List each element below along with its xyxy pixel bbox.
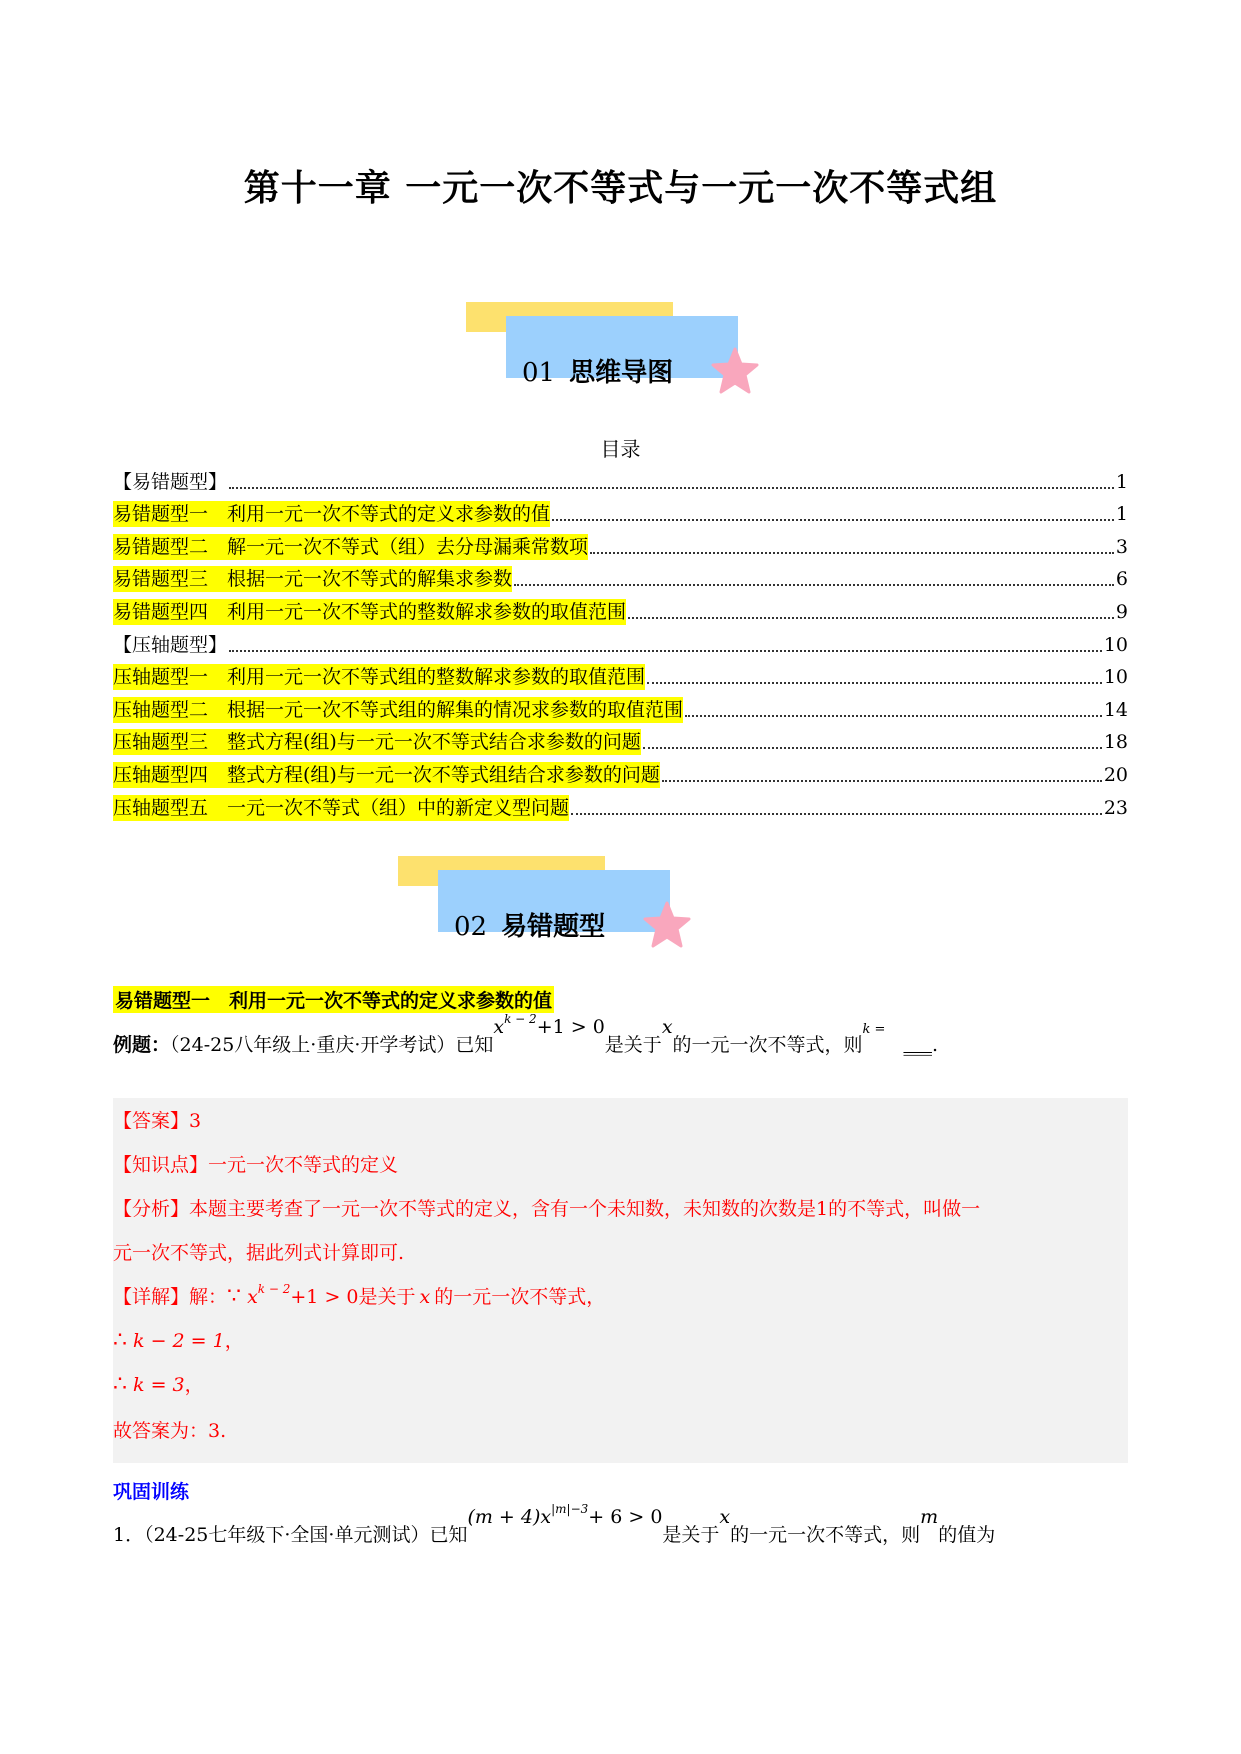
toc-entry-text: 压轴题型二 根据一元一次不等式组的解集的情况求参数的取值范围 <box>113 698 684 721</box>
toc-leader-dots <box>647 682 1102 684</box>
detail-tail-b: 的一元一次不等式， <box>434 1286 606 1308</box>
toc-entry-text: 易错题型一 利用一元一次不等式的定义求参数的值 <box>113 503 551 526</box>
practice-question-1 <box>113 1502 1128 1570</box>
expr-base: x <box>493 1016 505 1038</box>
toc-page-number: 18 <box>1103 731 1128 754</box>
toc-row[interactable] <box>113 592 1128 625</box>
expr-exponent: k − 2 <box>504 1012 537 1026</box>
example-problem <box>113 1012 1128 1080</box>
detail-exponent: k − 2 <box>257 1282 291 1296</box>
kp-value: 一元一次不等式的定义 <box>208 1154 399 1176</box>
toc-leader-dots <box>643 747 1102 749</box>
analysis-label: 【分析】 <box>113 1198 190 1220</box>
example-ask: k = <box>862 1022 886 1037</box>
knowledge-point-line <box>113 1150 398 1177</box>
toc-row[interactable] <box>113 462 1128 495</box>
toc-page-number: 1 <box>1115 470 1128 493</box>
because-symbol: ∵ <box>227 1284 242 1309</box>
star-icon <box>710 346 760 396</box>
toc-row[interactable] <box>113 527 1128 560</box>
table-of-contents <box>113 462 1128 821</box>
step-1-end: ， <box>224 1330 244 1352</box>
detail-tail-a: 是关于 <box>358 1286 416 1308</box>
detail-lead: 解： <box>189 1286 228 1308</box>
toc-page-number: 10 <box>1103 666 1128 689</box>
detail-var: x <box>419 1286 431 1308</box>
toc-row[interactable] <box>113 788 1128 821</box>
question-var-2: m <box>920 1506 939 1528</box>
q-expr-b: + 6 > 0 <box>588 1506 663 1528</box>
toc-entry-text: 易错题型二 解一元一次不等式（组）去分母漏乘常数项 <box>113 535 589 558</box>
banner-text: 思维导图 <box>569 358 674 388</box>
star-icon <box>642 900 692 950</box>
toc-leader-dots <box>662 780 1102 782</box>
toc-entry-text: 【易错题型】 <box>113 470 228 493</box>
banner-text: 易错题型 <box>501 912 606 942</box>
answer-line <box>113 1106 201 1133</box>
banner-label <box>454 906 605 943</box>
toc-leader-dots <box>628 617 1114 619</box>
detail-rest: +1 > 0 <box>290 1286 359 1308</box>
toc-page-number: 1 <box>1115 503 1128 526</box>
step-2-line <box>113 1370 204 1397</box>
toc-heading: 目录 <box>600 437 641 461</box>
step-1: k − 2 = 1 <box>133 1330 225 1352</box>
therefore-symbol: ∴ <box>113 1372 127 1397</box>
example-end: . <box>931 1034 938 1056</box>
question-mid: 是关于 <box>662 1524 720 1546</box>
analysis-line <box>113 1194 980 1221</box>
analysis-line-2: 元一次不等式，据此列式计算即可. <box>113 1242 405 1264</box>
answer-value: 3 <box>189 1110 202 1132</box>
answer-blank: ___ <box>903 1034 932 1056</box>
detail-base: x <box>247 1286 258 1308</box>
toc-row[interactable] <box>113 625 1128 658</box>
toc-leader-dots <box>514 584 1114 586</box>
question-source: （24-25七年级下·全国·单元测试）已知 <box>144 1524 468 1546</box>
q-expr-exponent: |m|−3 <box>551 1502 589 1516</box>
step-2-end: ， <box>184 1374 204 1396</box>
example-tail: 的一元一次不等式，则 <box>672 1034 863 1056</box>
toc-row[interactable] <box>113 690 1128 723</box>
section-banner-mind-map <box>466 302 766 402</box>
toc-page-number: 20 <box>1103 763 1128 786</box>
toc-leader-dots <box>685 715 1102 717</box>
example-source: （24-25八年级上·重庆·开学考试）已知 <box>170 1034 494 1056</box>
therefore-symbol: ∴ <box>113 1328 127 1353</box>
detail-line <box>113 1282 605 1309</box>
step-2: k = 3 <box>133 1374 185 1396</box>
toc-entry-text: 压轴题型四 整式方程(组)与一元一次不等式组结合求参数的问题 <box>113 763 660 786</box>
toc-entry-text: 【压轴题型】 <box>113 633 228 656</box>
toc-page-number: 9 <box>1115 600 1128 623</box>
toc-entry-text: 压轴题型五 一元一次不等式（组）中的新定义型问题 <box>113 796 570 819</box>
toc-leader-dots <box>229 487 1114 489</box>
toc-leader-dots <box>571 813 1102 815</box>
section-heading: 易错题型一 利用一元一次不等式的定义求参数的值 <box>113 986 554 1013</box>
example-lead: 例题： <box>113 1034 171 1056</box>
toc-row[interactable] <box>113 723 1128 756</box>
banner-number: 02 <box>454 912 488 942</box>
toc-row[interactable] <box>113 495 1128 528</box>
question-number: 1． <box>113 1524 145 1546</box>
toc-row[interactable] <box>113 658 1128 691</box>
question-var: x <box>719 1506 731 1528</box>
expr-rest: +1 > 0 <box>536 1016 605 1038</box>
example-var: x <box>661 1016 673 1038</box>
toc-entry-text: 压轴题型一 利用一元一次不等式组的整数解求参数的取值范围 <box>113 666 646 689</box>
step-1-line <box>113 1326 244 1353</box>
toc-leader-dots <box>229 650 1102 652</box>
answer-panel <box>113 1098 1128 1463</box>
detail-label: 【详解】 <box>113 1286 190 1308</box>
banner-label <box>522 352 673 389</box>
toc-entry-text: 压轴题型三 整式方程(组)与一元一次不等式结合求参数的问题 <box>113 731 641 754</box>
example-expression <box>493 1012 605 1038</box>
practice-heading: 巩固训练 <box>113 1481 190 1503</box>
section-banner-error-prone <box>398 856 698 956</box>
toc-page-number: 14 <box>1103 698 1128 721</box>
toc-page-number: 3 <box>1115 535 1128 558</box>
question-mid-2: 的一元一次不等式，则 <box>730 1524 921 1546</box>
toc-page-number: 10 <box>1103 633 1128 656</box>
toc-row[interactable] <box>113 755 1128 788</box>
toc-page-number: 6 <box>1115 568 1128 591</box>
final-answer-line: 故答案为：3. <box>113 1420 227 1442</box>
toc-row[interactable] <box>113 560 1128 593</box>
toc-page-number: 23 <box>1103 796 1128 819</box>
question-expression <box>467 1502 663 1528</box>
question-tail: 的值为 <box>938 1524 996 1546</box>
answer-label: 【答案】 <box>113 1110 190 1132</box>
toc-leader-dots <box>590 552 1114 554</box>
toc-entry-text: 易错题型三 根据一元一次不等式的解集求参数 <box>113 568 513 591</box>
q-expr-a: (m + 4)x <box>467 1506 552 1528</box>
toc-leader-dots <box>552 519 1114 521</box>
page-title: 第十一章 一元一次不等式与一元一次不等式组 <box>243 168 998 209</box>
analysis-text-1: 本题主要考查了一元一次不等式的定义，含有一个未知数，未知数的次数是1的不等式，叫做一 <box>189 1198 981 1220</box>
banner-number: 01 <box>522 358 556 388</box>
example-mid: 是关于 <box>604 1034 662 1056</box>
toc-entry-text: 易错题型四 利用一元一次不等式的整数解求参数的取值范围 <box>113 600 627 623</box>
kp-label: 【知识点】 <box>113 1154 209 1176</box>
